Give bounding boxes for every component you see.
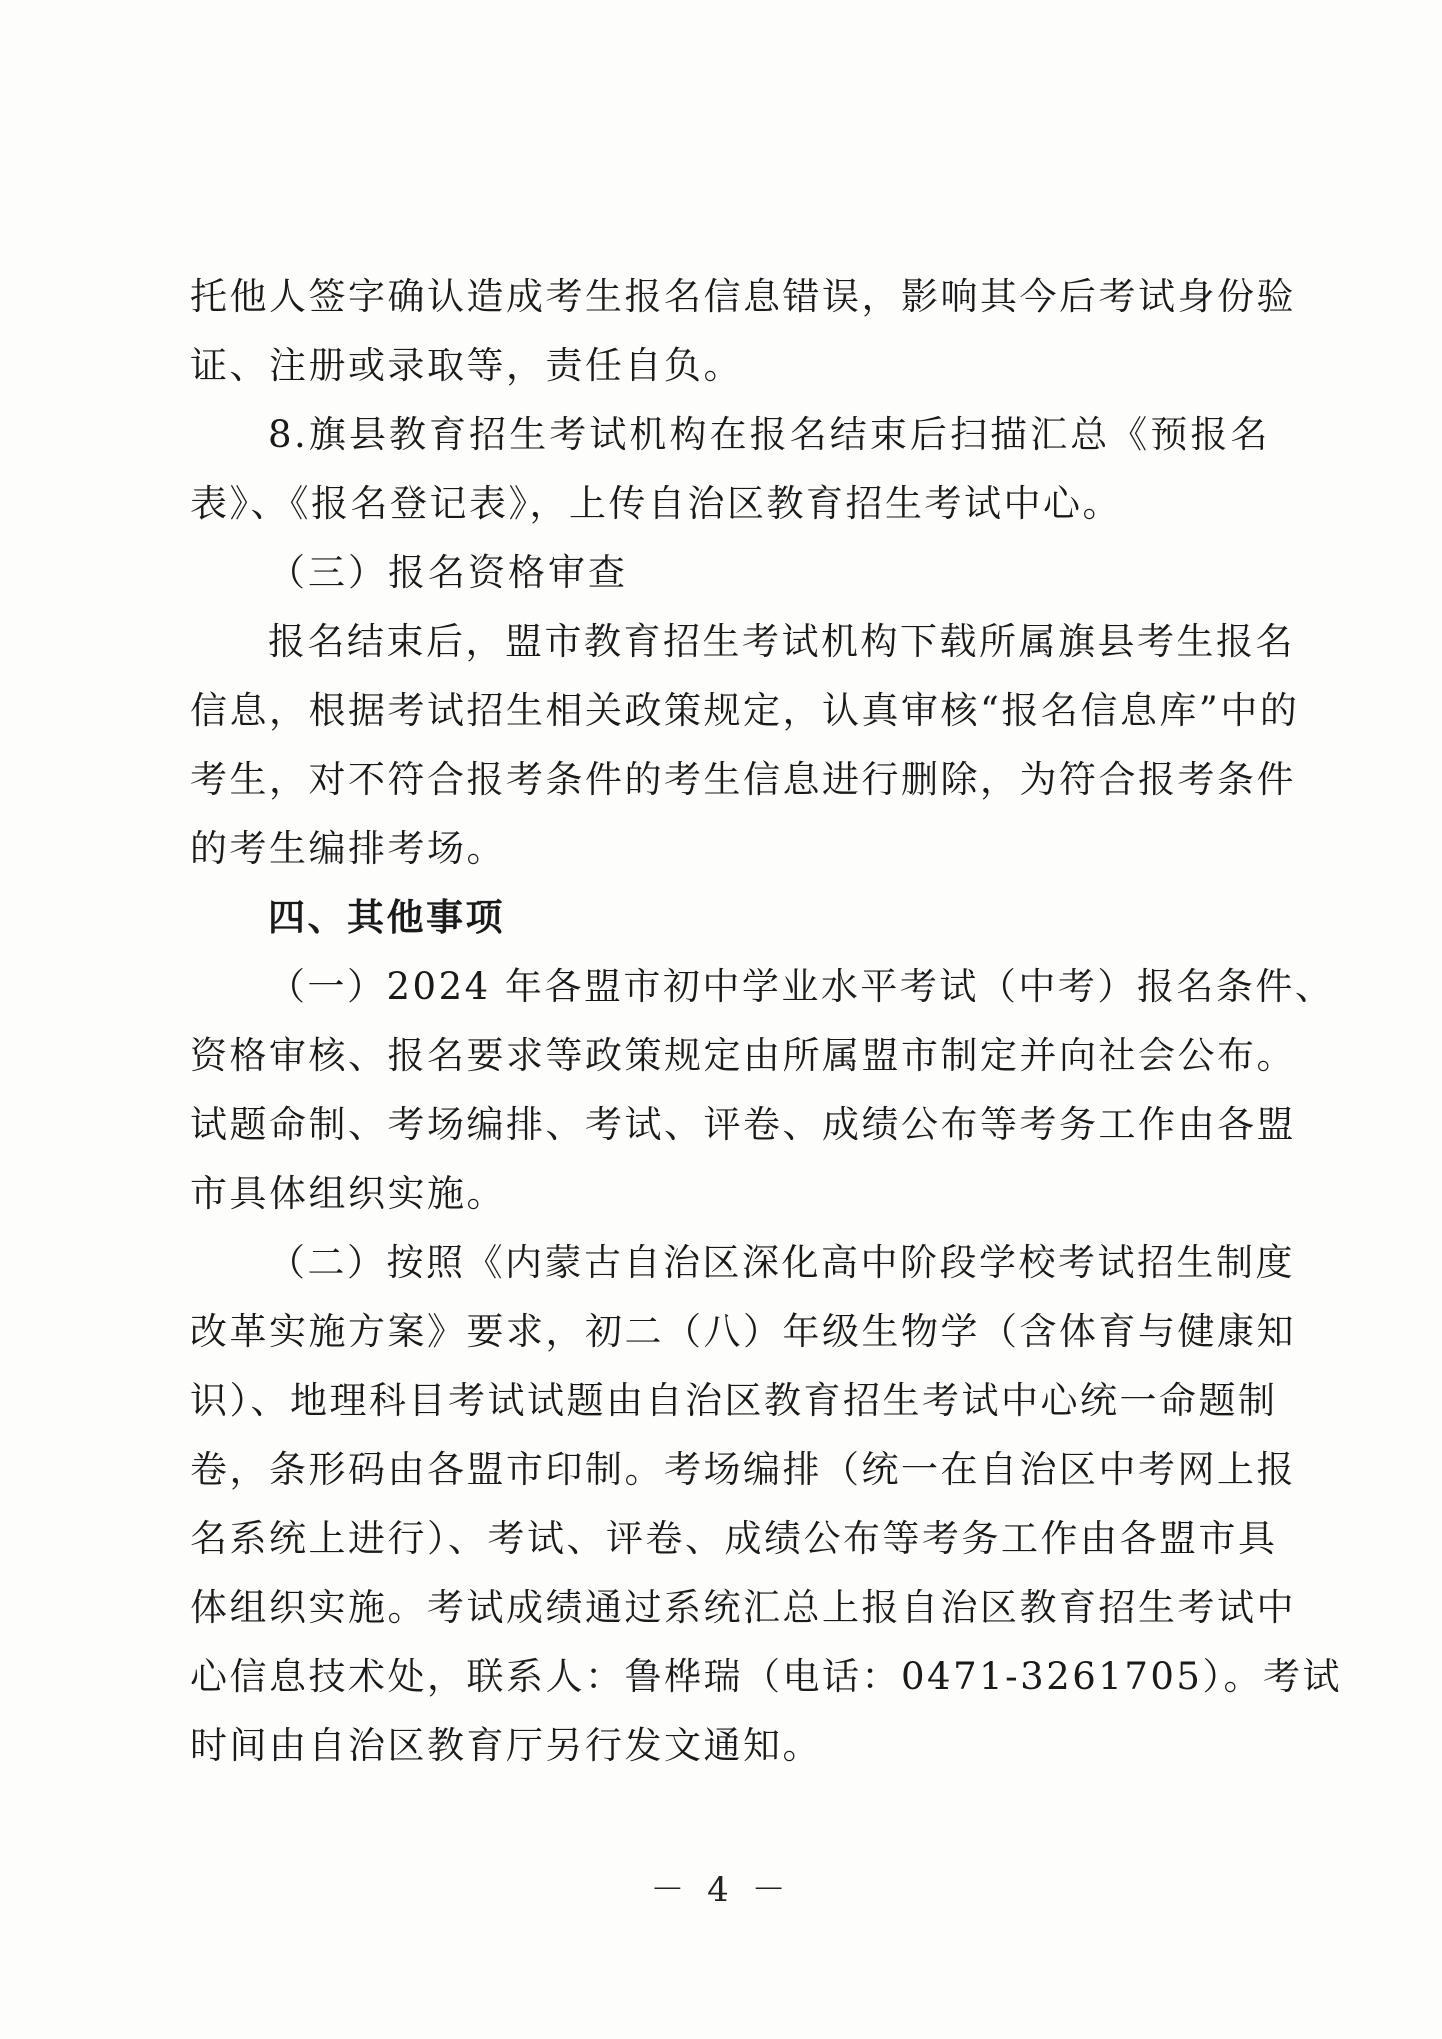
paragraph-line: 报名结束后，盟市教育招生考试机构下载所属旗县考生报名 bbox=[268, 620, 1295, 663]
paragraph-line: 体组织实施。考试成绩通过系统汇总上报自治区教育招生考试中 bbox=[190, 1586, 1296, 1629]
paragraph-line: 卷，条形码由各盟市印制。考场编排（统一在自治区中考网上报 bbox=[190, 1448, 1296, 1491]
paragraph-line: 市具体组织实施。 bbox=[190, 1172, 506, 1215]
paragraph-line: 信息，根据考试招生相关政策规定，认真审核“报名信息库”中的 bbox=[190, 689, 1300, 732]
paragraph-line: 心信息技术处，联系人：鲁桦瑞（电话：0471-3261705）。考试 bbox=[190, 1655, 1342, 1698]
page-number: － 4 － bbox=[650, 1870, 792, 1910]
paragraph-line: 托他人签字确认造成考生报名信息错误，影响其今后考试身份验 bbox=[190, 275, 1296, 318]
paragraph-line: 考生，对不符合报考条件的考生信息进行删除，为符合报考条件 bbox=[190, 758, 1296, 801]
paragraph-line: 证、注册或录取等，责任自负。 bbox=[190, 344, 743, 387]
paragraph-line: 8.旗县教育招生考试机构在报名结束后扫描汇总《预报名 bbox=[268, 413, 1270, 456]
subsection-heading: （三）报名资格审查 bbox=[268, 551, 628, 594]
paragraph-line: 改革实施方案》要求，初二（八）年级生物学（含体育与健康知 bbox=[190, 1310, 1296, 1353]
paragraph-line: 试题命制、考场编排、考试、评卷、成绩公布等考务工作由各盟 bbox=[190, 1103, 1296, 1146]
paragraph-line: 名系统上进行）、考试、评卷、成绩公布等考务工作由各盟市具 bbox=[190, 1517, 1278, 1560]
paragraph-line: 识）、地理科目考试试题由自治区教育招生考试中心统一命题制 bbox=[190, 1379, 1278, 1422]
paragraph-line: 资格审核、报名要求等政策规定由所属盟市制定并向社会公布。 bbox=[190, 1034, 1296, 1077]
paragraph-line: （一）2024 年各盟市初中学业水平考试（中考）报名条件、 bbox=[268, 965, 1335, 1008]
section-heading: 四、其他事项 bbox=[268, 896, 505, 939]
paragraph-line: （二）按照《内蒙古自治区深化高中阶段学校考试招生制度 bbox=[268, 1241, 1295, 1284]
paragraph-line: 时间由自治区教育厅另行发文通知。 bbox=[190, 1724, 822, 1767]
paragraph-line: 的考生编排考场。 bbox=[190, 827, 506, 870]
paragraph-line: 表》、《报名登记表》，上传自治区教育招生考试中心。 bbox=[190, 482, 1122, 525]
body-text bbox=[190, 262, 1342, 1780]
